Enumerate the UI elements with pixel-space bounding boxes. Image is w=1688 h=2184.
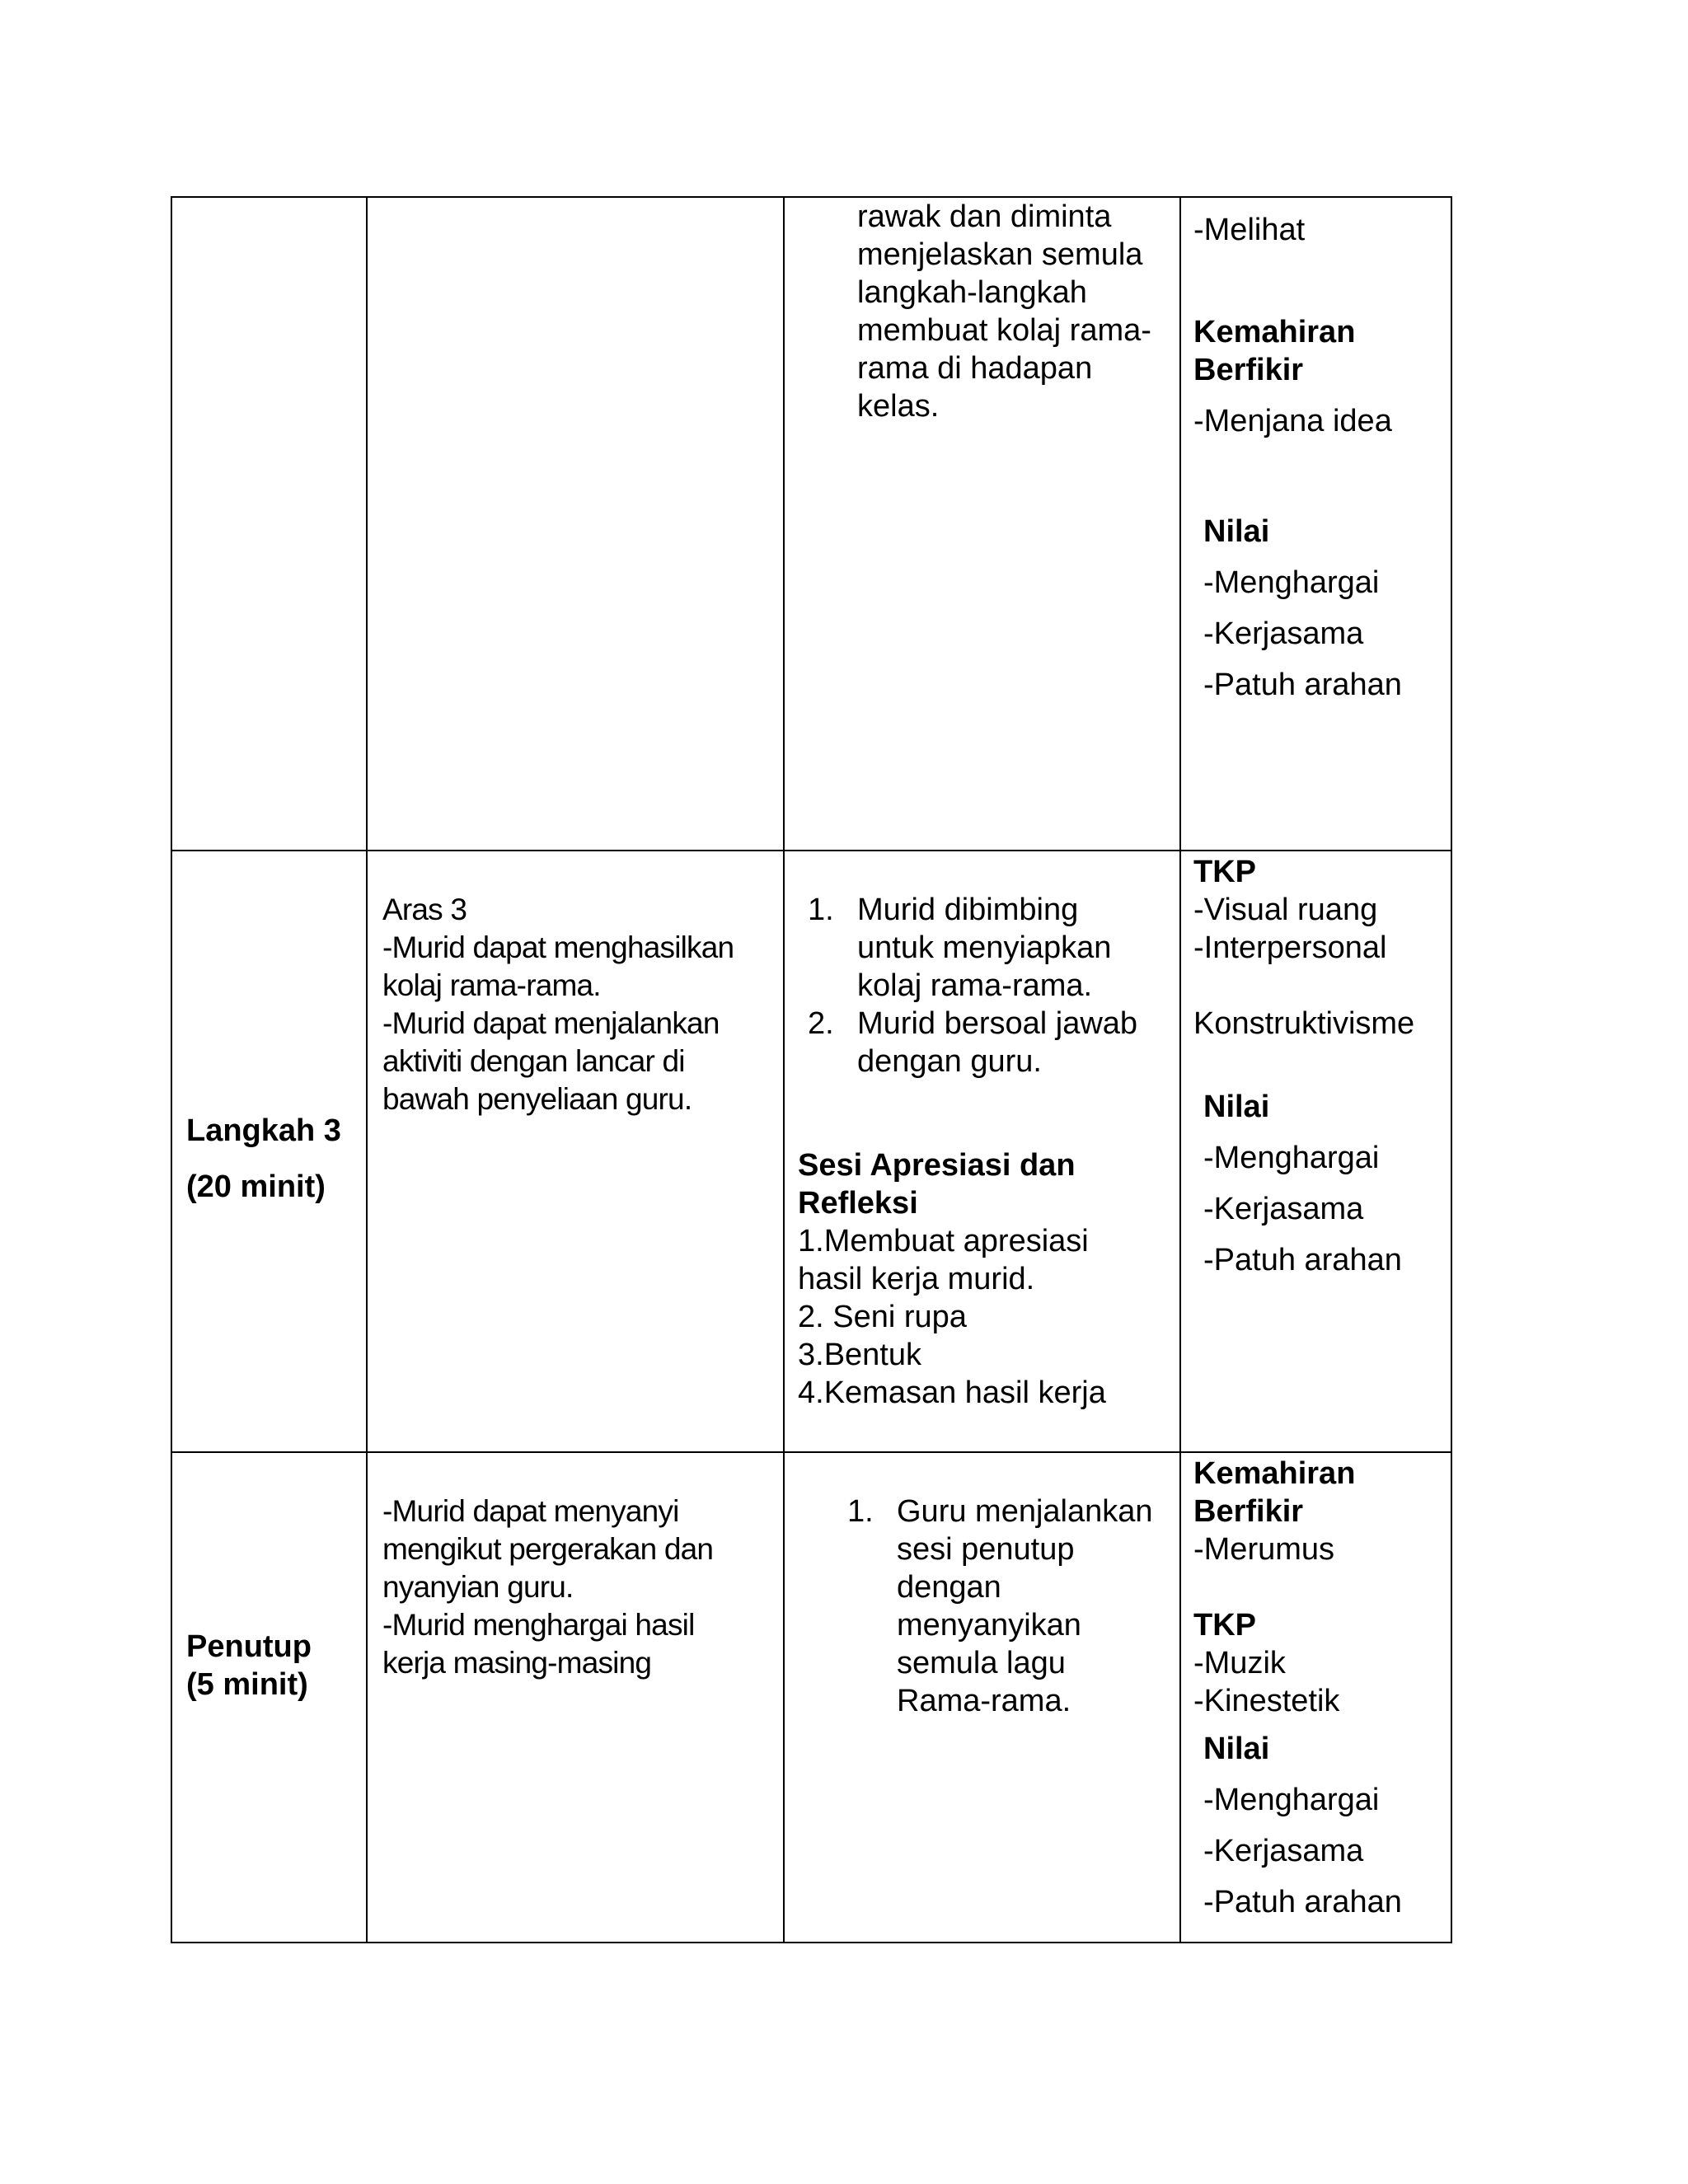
value-item: -Patuh arahan [1203,668,1402,702]
stage-duration: (5 minit) [186,1667,308,1702]
row2-stage-cell [186,1103,363,1215]
activity-item [857,198,1179,425]
thinking-skills-heading: Berfikir [1193,1494,1304,1529]
thinking-skills-heading: Kemahiran [1193,1456,1356,1491]
row2-values-block [1203,1081,1451,1286]
row2-objective-cell [382,891,781,1118]
value-item: -Patuh arahan [1203,1885,1402,1919]
skill-item: -Melihat [1193,213,1306,247]
values-heading: Nilai [1203,1732,1270,1766]
tkp-item: -Kinestetik [1193,1684,1340,1718]
objective-line: kerja masing-masing [382,1646,652,1680]
activity-line: kelas. [857,389,940,424]
row3-objective-cell [382,1493,781,1682]
activity-number: 1. [847,1494,874,1529]
activity-line: untuk menyiapkan [857,930,1112,965]
tkp-item: -Visual ruang [1193,893,1378,927]
values-heading: Nilai [1203,514,1270,549]
row3-notes-cell [1193,1455,1449,1720]
column-divider [1179,196,1181,1943]
row3-stage-cell [186,1628,363,1704]
thinking-skill-item: -Menjana idea [1193,404,1392,438]
session-item: 1.Membuat apresiasi [798,1224,1089,1258]
activity-item [798,1005,1177,1080]
activity-line: sesi penutup [897,1532,1075,1567]
approach-label: Konstruktivisme [1193,1006,1415,1041]
activity-item [837,1493,1179,1720]
thinking-skills-heading: Kemahiran [1193,315,1356,349]
objective-line: nyanyian guru. [382,1570,574,1604]
row-divider [171,1451,1452,1453]
row3-activities-cell [837,1493,1179,1720]
column-divider [366,196,368,1943]
appreciation-session-heading: Sesi Apresiasi dan [798,1148,1076,1183]
appreciation-session-heading: Refleksi [798,1186,918,1221]
row1-activities-cell [857,198,1179,425]
stage-duration: (20 minit) [186,1169,326,1204]
row-divider [171,850,1452,851]
row1-notes-cell [1193,211,1449,440]
tkp-item: -Interpersonal [1193,930,1387,965]
activity-line: membuat kolaj rama- [857,313,1151,348]
stage-title: Penutup [186,1629,312,1664]
value-item: -Kerjasama [1203,616,1364,651]
session-item: 2. Seni rupa [798,1300,967,1334]
objective-line: aktiviti dengan lancar di [382,1044,685,1078]
objective-line: mengikut pergerakan dan [382,1532,714,1566]
objective-line: -Murid dapat menjalankan [382,1006,720,1040]
activity-number: 2. [808,1006,834,1041]
activity-line: langkah-langkah [857,275,1087,310]
row2-activities-cell [798,891,1177,1412]
objective-line: -Murid dapat menyanyi [382,1494,679,1528]
activity-number: 1. [808,893,834,927]
values-heading: Nilai [1203,1090,1270,1124]
objective-line: -Murid menghargai hasil [382,1608,695,1642]
activity-line: Murid dibimbing [857,893,1079,927]
activity-line: Guru menjalankan [897,1494,1153,1529]
value-item: -Kerjasama [1203,1192,1364,1226]
tkp-heading: TKP [1193,855,1256,889]
row1-values-block [1203,506,1451,710]
objective-line: kolaj rama-rama. [382,968,601,1002]
activity-line: menyanyikan [897,1608,1081,1643]
activity-line: Murid bersoal jawab [857,1006,1138,1041]
activity-item [798,891,1177,1005]
activity-line: menjelaskan semula [857,237,1143,272]
row3-values-block [1203,1723,1451,1928]
column-divider [783,196,785,1943]
activity-line: Rama-rama. [897,1684,1071,1718]
session-item: 3.Bentuk [798,1338,921,1372]
objective-line: Aras 3 [382,893,467,926]
value-item: -Menghargai [1203,565,1380,600]
thinking-skill-item: -Merumus [1193,1532,1335,1567]
session-item: 4.Kemasan hasil kerja [798,1376,1106,1410]
activity-line: rama di hadapan [857,351,1093,386]
activity-line: rawak dan diminta [857,199,1112,234]
activity-line: dengan guru. [857,1044,1042,1079]
activity-line: kolaj rama-rama. [857,968,1093,1003]
value-item: -Kerjasama [1203,1834,1364,1868]
tkp-item: -Muzik [1193,1646,1286,1680]
session-item: hasil kerja murid. [798,1262,1035,1296]
objective-line: bawah penyeliaan guru. [382,1082,692,1116]
value-item: -Menghargai [1203,1783,1380,1817]
row2-notes-cell [1193,853,1449,1043]
value-item: -Menghargai [1203,1141,1380,1175]
objective-line: -Murid dapat menghasilkan [382,930,734,964]
activity-line: semula lagu [897,1646,1066,1680]
value-item: -Patuh arahan [1203,1243,1402,1277]
activity-line: dengan [897,1570,1001,1605]
tkp-heading: TKP [1193,1608,1256,1643]
stage-title: Langkah 3 [186,1113,341,1148]
thinking-skills-heading: Berfikir [1193,353,1304,387]
